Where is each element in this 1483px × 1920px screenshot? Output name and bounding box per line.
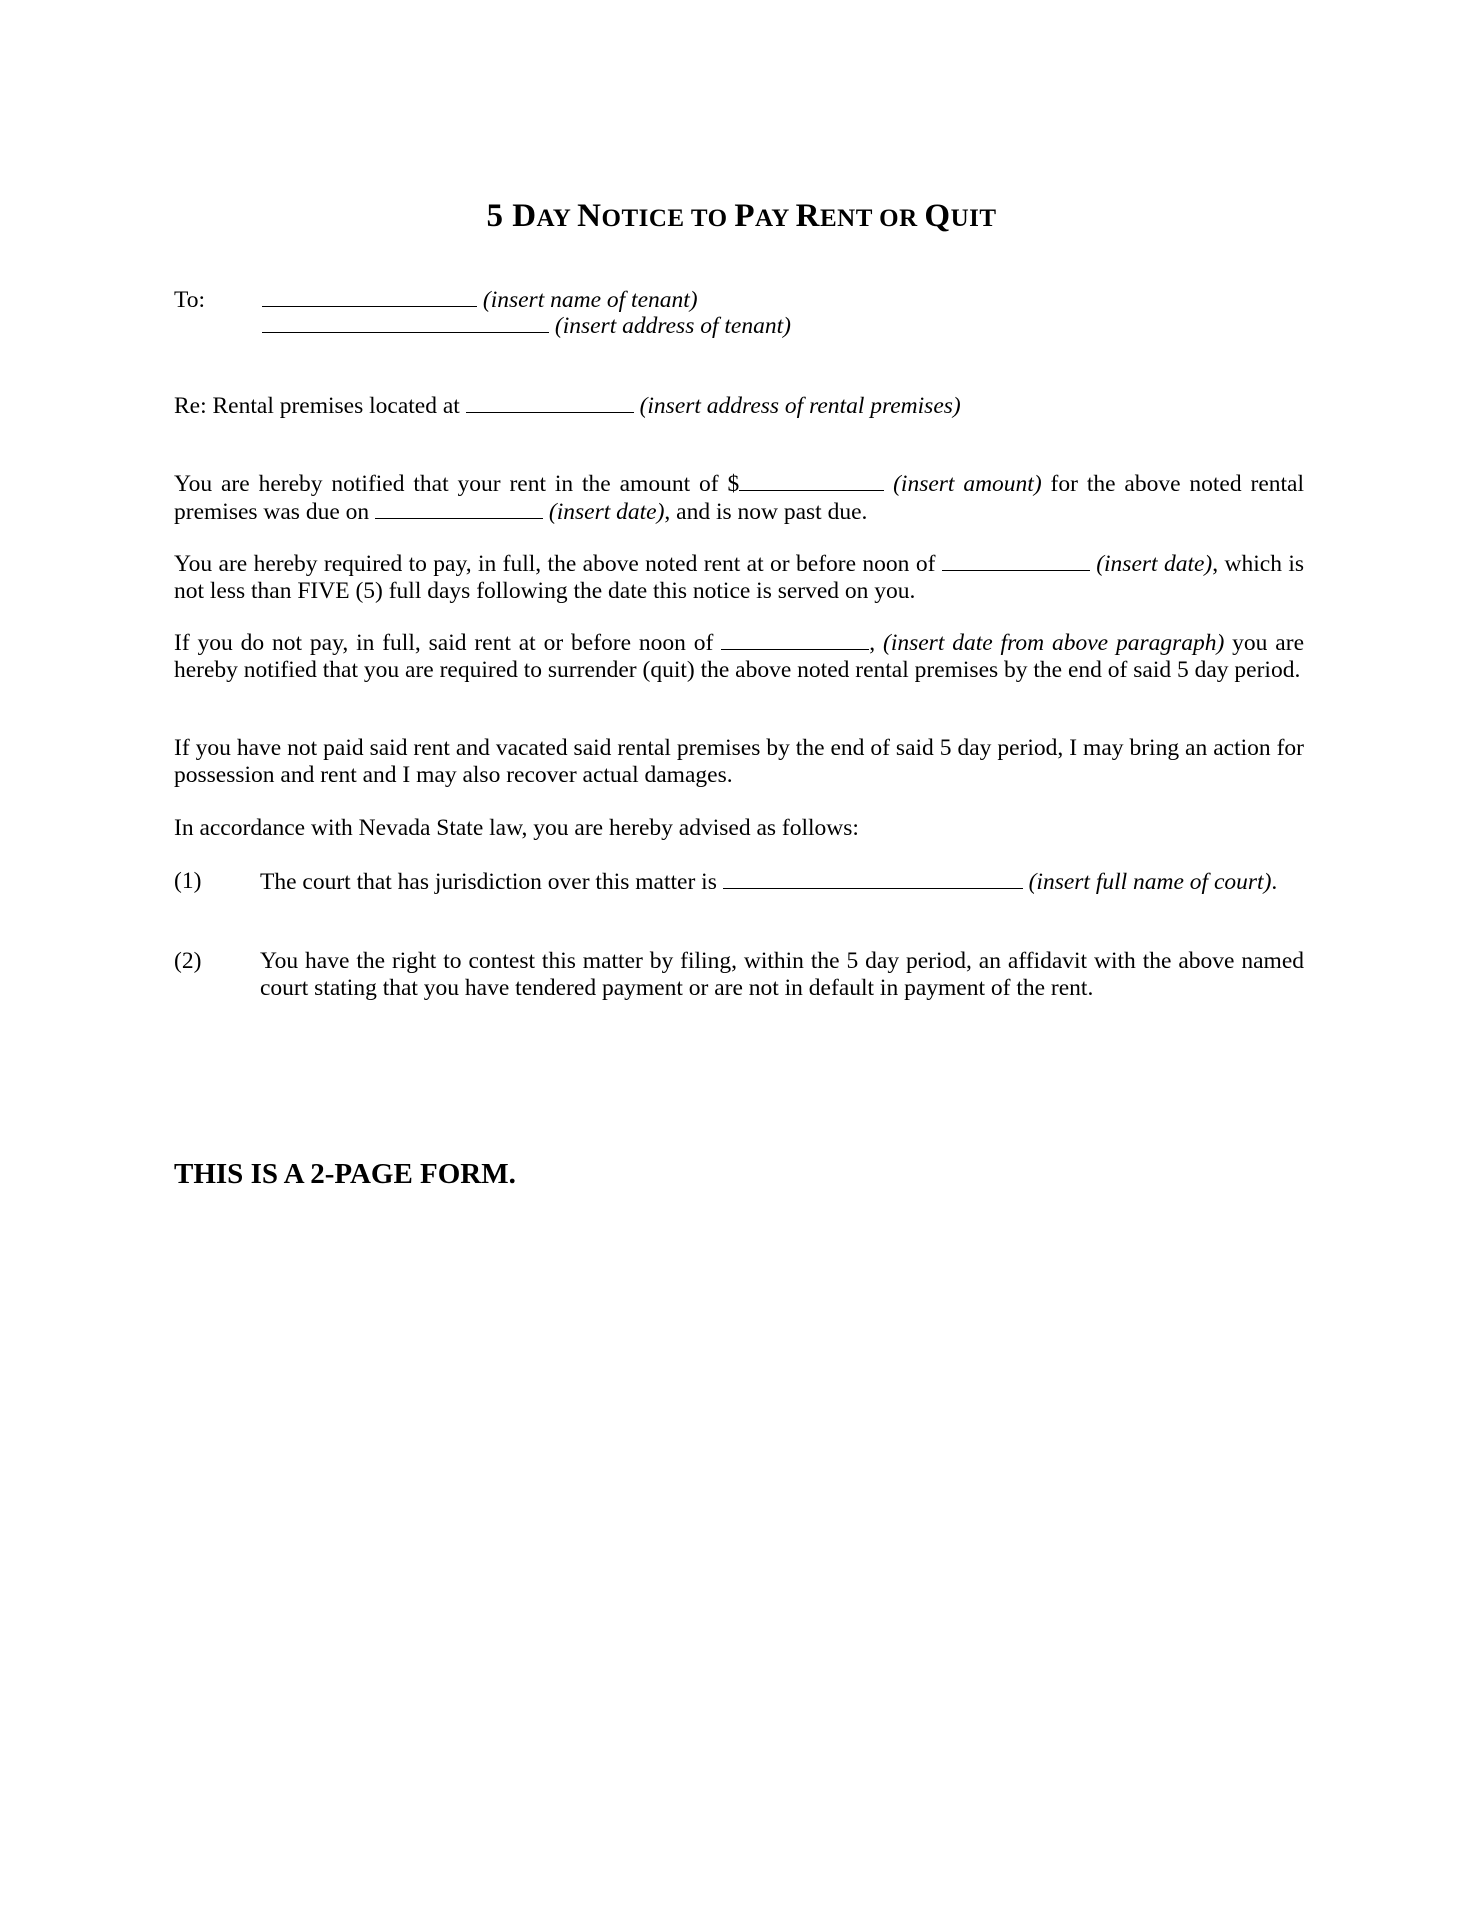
re-line [174,392,961,420]
para3-text-2: , [869,630,883,656]
quit-date-blank[interactable] [721,629,869,650]
tenant-address-hint: (insert address of tenant) [554,313,791,339]
tenant-name-line [262,286,698,314]
pay-date-hint: (insert date) [1096,551,1213,577]
to-label: To: [174,287,205,313]
item-1-text [260,868,1304,896]
para2-text-1: You are hereby required to pay, in full, the above noted rent at or before noon of [174,551,942,577]
para1-text-2: for the above noted rental premises was due on [174,471,1304,525]
paragraph-rent-due [174,470,1304,526]
item1-text-2: . [1271,869,1278,895]
amount-blank[interactable] [739,470,884,491]
two-page-form-note: THIS IS A 2-PAGE FORM. [174,1158,516,1190]
re-text: Re: Rental premises located at [174,393,460,419]
pay-date-blank[interactable] [942,550,1090,571]
para3-text-3: you are hereby notified that you are required to surrender (quit) the above noted rental premises by the end of said 5 day period. [174,630,1304,683]
para2-text-2: , which is not less than FIVE (5) full days following the date this notice is served on you. [174,551,1305,604]
paragraph-action-warning: If you have not paid said rent and vacated said rental premises by the end of said 5 day period, I may bring an action for possession and rent and I may also recover actual damages. [174,735,1304,788]
item-2-text: You have the right to contest this matter by filing, within the 5 day period, an affidavit with the above named court stating that you have tendered payment or are not in default in payment of the rent. [260,948,1304,1001]
para3-text-1: If you do not pay, in full, said rent at or before noon of [174,630,722,656]
item-1-number: (1) [174,868,202,894]
tenant-name-blank[interactable] [262,286,477,307]
page-title: 5 DAY NOTICE TO PAY RENT OR QUIT [486,198,997,234]
premises-address-hint: (insert address of rental premises) [639,393,961,419]
tenant-name-hint: (insert name of tenant) [482,287,698,313]
court-name-blank[interactable] [723,868,1023,889]
paragraph-quit-notice [174,629,1304,684]
paragraph-nevada-law: In accordance with Nevada State law, you are hereby advised as follows: [174,815,859,841]
item1-text-1: The court that has jurisdiction over this matter is [260,869,723,895]
para1-text-1: You are hereby notified that your rent in the amount of $ [174,471,740,497]
para1-text-3: , and is now past due. [664,499,868,525]
court-name-hint: (insert full name of court) [1028,869,1272,895]
tenant-address-line [262,312,791,340]
amount-hint: (insert amount) [893,471,1042,497]
premises-address-blank[interactable] [466,392,634,413]
due-date-hint: (insert date) [548,499,665,525]
quit-date-hint: (insert date from above paragraph) [883,630,1225,656]
paragraph-pay-deadline [174,550,1304,605]
due-date-blank[interactable] [375,498,543,519]
item-2-number: (2) [174,948,202,974]
tenant-address-blank[interactable] [262,312,549,333]
